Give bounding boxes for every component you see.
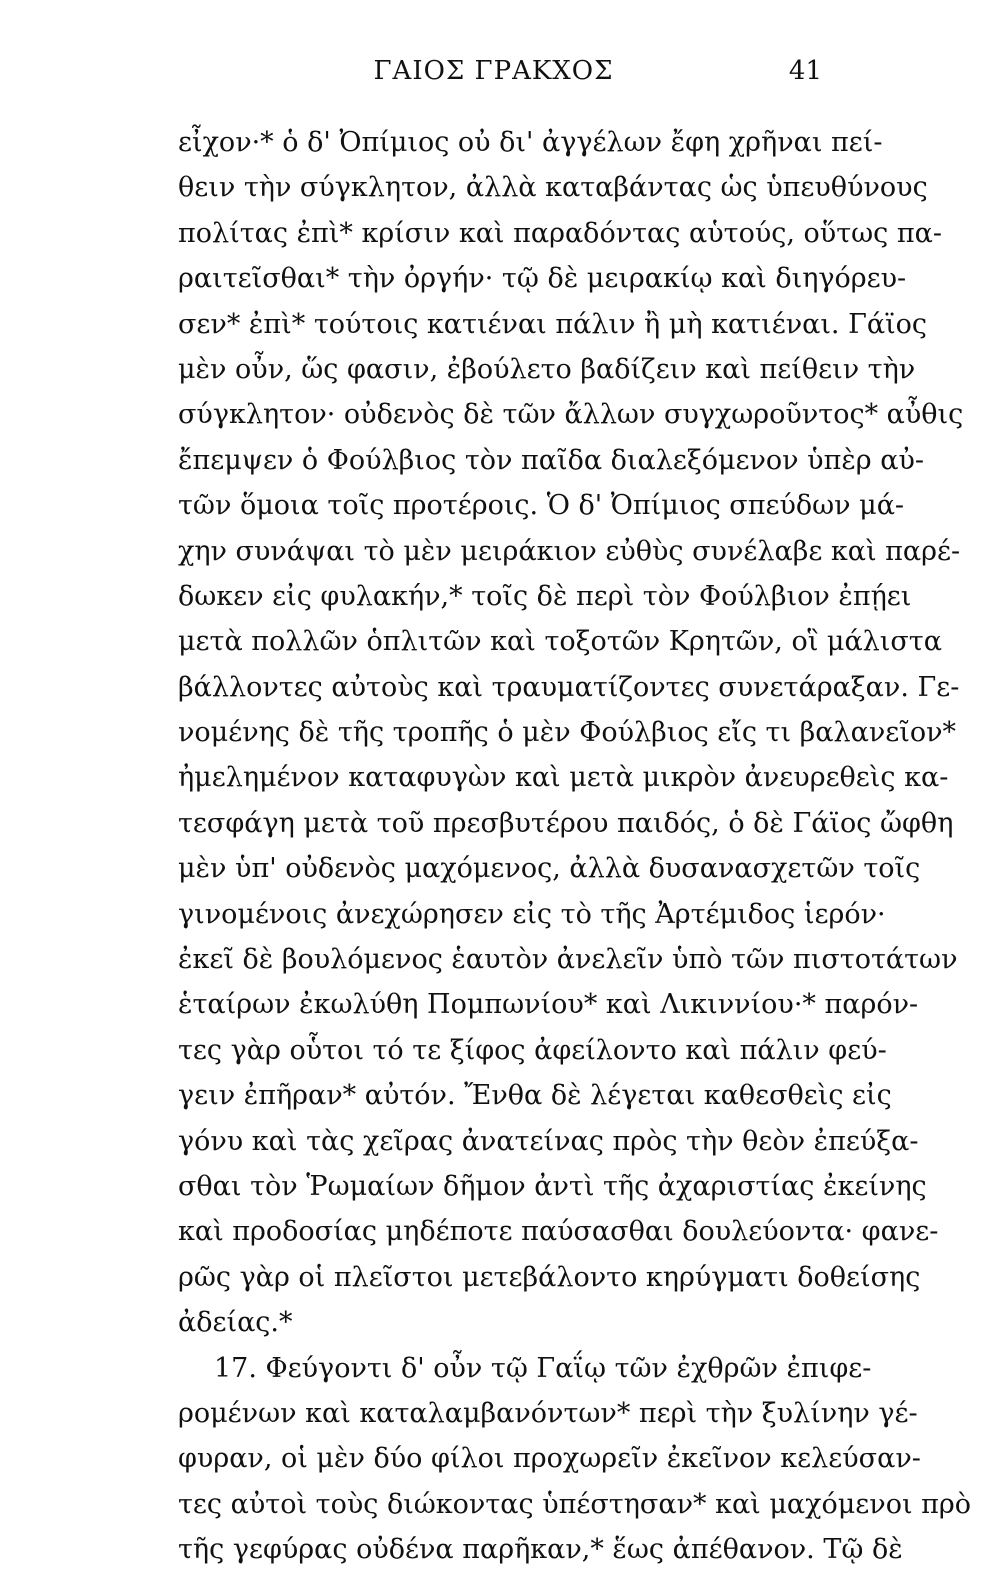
text-line: τες αὐτοὶ τοὺς διώκοντας ὑπέστησαν* καὶ μαχόμενοι πρὸ: [178, 1488, 971, 1520]
text-line: βάλλοντες αὐτοὺς καὶ τραυματίζοντες συνετάραξαν. Γε-: [178, 671, 960, 703]
text-line: δωκεν εἰς φυλακήν,* τοῖς δὲ περὶ τὸν Φούλβιον ἐπῄει: [178, 580, 912, 612]
text-line: τες γὰρ οὗτοι τό τε ξίφος ἀφείλοντο καὶ πάλιν φεύ-: [178, 1034, 887, 1066]
text-line: τεσφάγη μετὰ τοῦ πρεσβυτέρου παιδός, ὁ δὲ Γάϊος ὤφθη: [178, 807, 954, 839]
text-line: τῶν ὅμοια τοῖς προτέροις. Ὁ δ' Ὀπίμιος σπεύδων μά-: [178, 490, 905, 522]
text-line: θειν τὴν σύγκλητον, ἀλλὰ καταβάντας ὡς ὑπευθύνους: [178, 172, 928, 204]
text-line: φυραν, οἱ μὲν δύο φίλοι προχωρεῖν ἐκεῖνον κελεύσαν-: [178, 1443, 921, 1475]
text-line: καὶ προδοσίας μηδέποτε παύσασθαι δουλεύοντα· φανε-: [178, 1216, 939, 1248]
text-line: τῆς γεφύρας οὐδένα παρῆκαν,* ἕως ἀπέθανον. Τῷ δὲ: [178, 1534, 903, 1566]
running-title: ΓΑΙΟΣ ΓΡΑΚΧΟΣ: [373, 56, 614, 86]
text-line: ἐκεῖ δὲ βουλόμενος ἑαυτὸν ἀνελεῖν ὑπὸ τῶν πιστοτάτων: [178, 944, 958, 976]
text-line: μὲν ὑπ' οὐδενὸς μαχόμενος, ἀλλὰ δυσανασχετῶν τοῖς: [178, 853, 921, 885]
text-line: σύγκλητον· οὐδενὸς δὲ τῶν ἄλλων συγχωροῦντος* αὖθις: [178, 399, 964, 431]
text-line: ρομένων καὶ καταλαμβανόντων* περὶ τὴν ξυλίνην γέ-: [178, 1397, 918, 1429]
text-line: χην συνάψαι τὸ μὲν μειράκιον εὐθὺς συνέλαβε καὶ παρέ-: [178, 535, 961, 567]
text-line: πολίτας ἐπὶ* κρίσιν καὶ παραδόντας αὑτούς, οὕτως πα-: [178, 217, 942, 249]
text-line: νομένης δὲ τῆς τροπῆς ὁ μὲν Φούλβιος εἴς τι βαλανεῖον*: [178, 717, 957, 749]
text-line: μὲν οὖν, ὥς φασιν, ἐβούλετο βαδίζειν καὶ πείθειν τὴν: [178, 353, 916, 385]
text-line: εἶχον·* ὁ δ' Ὀπίμιος οὐ δι' ἀγγέλων ἔφη χρῆναι πεί-: [178, 127, 883, 158]
greek-text-body: [178, 120, 971, 1573]
text-line: ἠμελημένον καταφυγὼν καὶ μετὰ μικρὸν ἀνευρεθεὶς κα-: [178, 762, 949, 794]
page-number: 41: [788, 56, 822, 86]
text-line: μετὰ πολλῶν ὁπλιτῶν καὶ τοξοτῶν Κρητῶν, οἳ μάλιστα: [178, 626, 942, 658]
text-line: γειν ἐπῆραν* αὐτόν. Ἔνθα δὲ λέγεται καθεσθεὶς εἰς: [178, 1080, 892, 1112]
text-line: σθαι τὸν Ῥωμαίων δῆμον ἀντὶ τῆς ἀχαριστίας ἐκείνης: [178, 1170, 927, 1202]
running-head: [0, 56, 987, 96]
text-line: ἔπεμψεν ὁ Φούλβιος τὸν παῖδα διαλεξόμενον ὑπὲρ αὐ-: [178, 444, 925, 476]
text-line: γινομένοις ἀνεχώρησεν εἰς τὸ τῆς Ἀρτέμιδος ἱερόν·: [178, 898, 886, 930]
text-line: ρῶς γὰρ οἱ πλεῖστοι μετεβάλοντο κηρύγματι δοθείσης: [178, 1261, 921, 1293]
paragraph-end-line: ἀδείας.*: [178, 1307, 293, 1339]
text-line: ραιτεῖσθαι* τὴν ὀργήν· τῷ δὲ μειρακίῳ καὶ διηγόρευ-: [178, 263, 907, 295]
text-line: γόνυ καὶ τὰς χεῖρας ἀνατείνας πρὸς τὴν θεὸν ἐπεύξα-: [178, 1125, 919, 1157]
chapter-17-first-line: 17. Φεύγοντι δ' οὖν τῷ Γαΐῳ τῶν ἐχθρῶν ἐπιφε-: [214, 1352, 872, 1384]
text-line: ἑταίρων ἐκωλύθη Πομπωνίου* καὶ Λικιννίου·* παρόν-: [178, 989, 919, 1021]
text-line: σεν* ἐπὶ* τούτοις κατιέναι πάλιν ἢ μὴ κατιέναι. Γάϊος: [178, 308, 928, 340]
